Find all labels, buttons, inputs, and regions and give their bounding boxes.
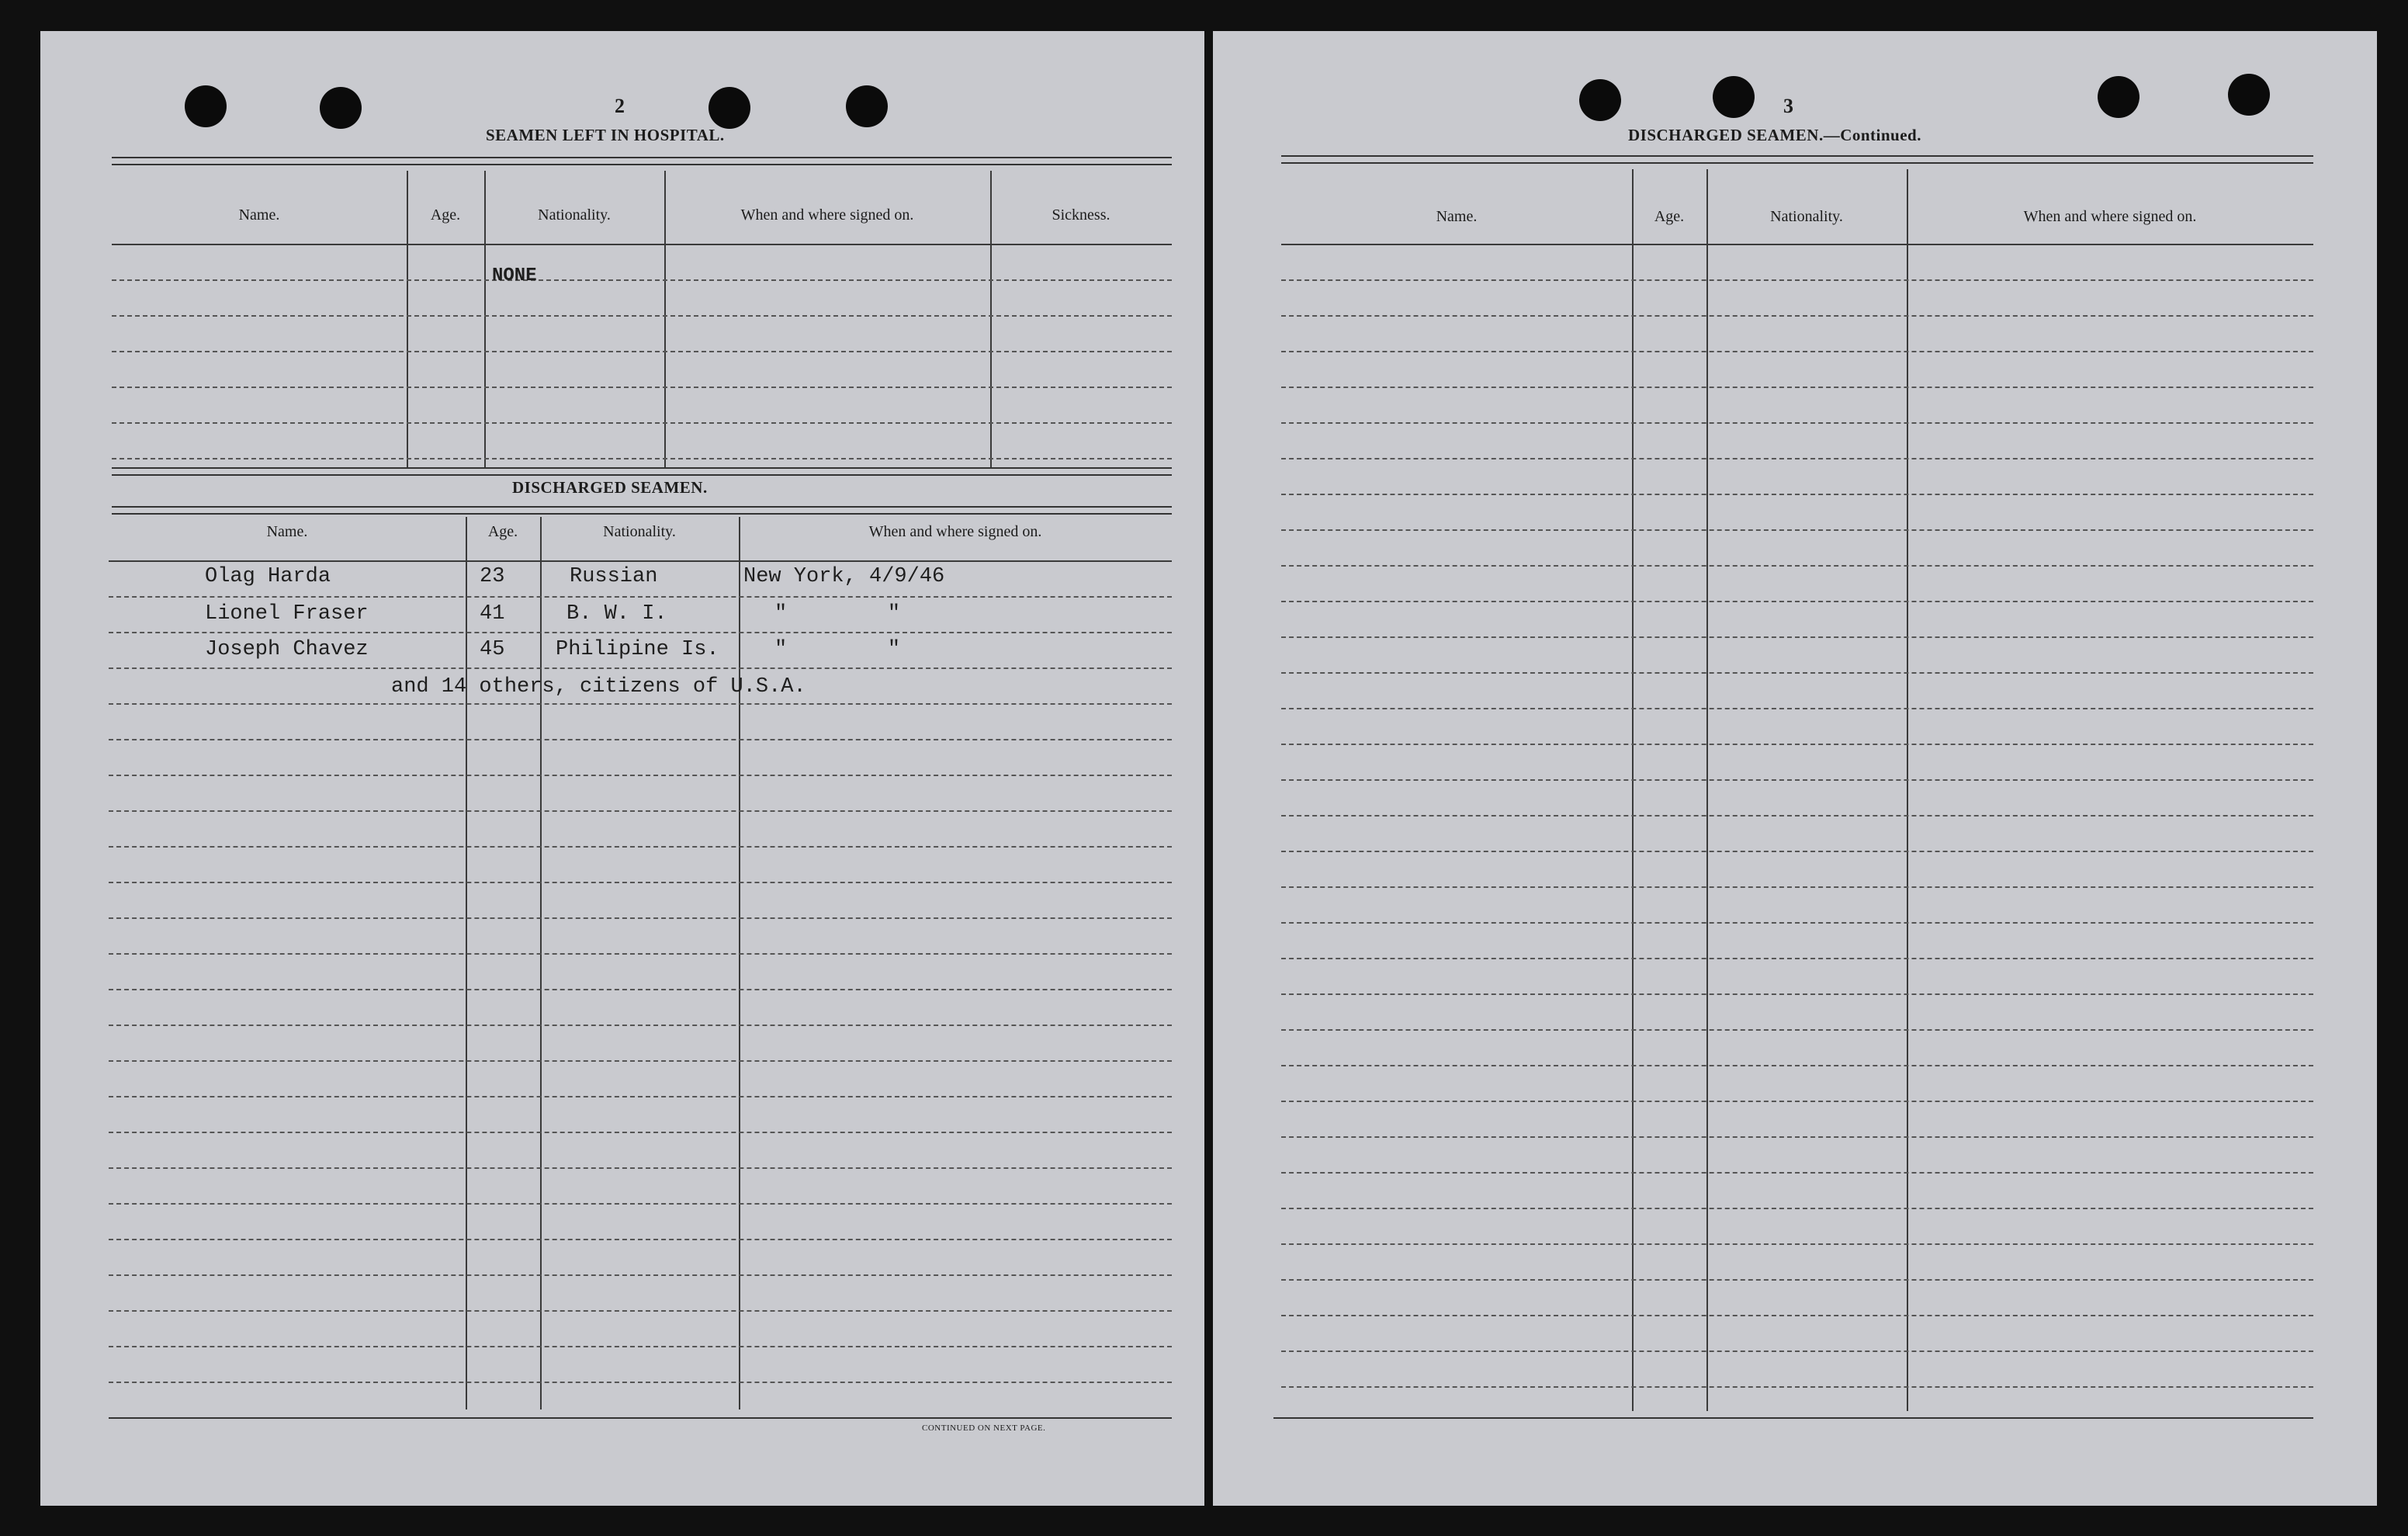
discharged-continued-title — [1628, 126, 1921, 145]
right-page — [1213, 31, 2377, 1506]
row-name: Olag Harda — [205, 565, 331, 588]
col-header-signed-on: When and where signed on. — [2023, 208, 2197, 225]
row-signed-on: New York, 4/9/46 — [743, 565, 945, 588]
row-nationality: Philipine Is. — [556, 638, 719, 661]
bottom-rule — [1273, 1417, 2313, 1419]
left-page — [40, 31, 1204, 1506]
col-header-sickness: Sickness. — [1052, 206, 1110, 224]
punch-hole — [2098, 76, 2139, 118]
col-header-age: Age. — [1654, 208, 1685, 225]
punch-hole — [320, 87, 362, 129]
col-header-nationality: Nationality. — [1770, 208, 1843, 225]
double-rule — [112, 506, 1172, 515]
col-header-age: Age. — [487, 523, 518, 540]
punch-hole — [185, 85, 227, 127]
discharged-table — [109, 517, 1172, 1409]
row-age: 23 — [480, 565, 505, 588]
discharged-section-title: DISCHARGED SEAMEN. — [512, 478, 708, 497]
double-rule — [112, 467, 1172, 476]
row-signed-on: " " — [774, 638, 901, 661]
header-rule — [109, 560, 1172, 562]
col-header-signed-on: When and where signed on. — [868, 523, 1042, 540]
double-rule — [112, 157, 1172, 165]
row-signed-on: " " — [774, 602, 901, 626]
row-age: 41 — [480, 602, 505, 626]
row-nationality: B. W. I. — [566, 602, 667, 626]
row-name: Lionel Fraser — [205, 602, 369, 626]
continued-note: CONTINUED ON NEXT PAGE. — [922, 1423, 1046, 1433]
col-header-nationality: Nationality. — [538, 206, 611, 224]
discharged-continued-table — [1281, 169, 2313, 1411]
hospital-section-title: SEAMEN LEFT IN HOSPITAL. — [486, 126, 725, 144]
punch-hole — [1713, 76, 1755, 118]
punch-hole — [2228, 74, 2270, 116]
punch-hole — [709, 87, 750, 129]
row-age: 45 — [480, 638, 505, 661]
row-name: Joseph Chavez — [205, 638, 369, 661]
col-header-signed-on: When and where signed on. — [740, 206, 914, 224]
row-nationality: Russian — [570, 565, 658, 588]
col-header-name: Name. — [1436, 208, 1478, 225]
double-rule — [1281, 155, 2313, 164]
bottom-rule — [109, 1417, 1172, 1419]
page-number: 3 — [1783, 95, 1793, 117]
others-note: and 14 others, citizens of U.S.A. — [391, 675, 806, 699]
header-rule — [112, 244, 1172, 245]
punch-hole — [846, 85, 888, 127]
hospital-table — [112, 171, 1172, 467]
page-number: 2 — [615, 95, 625, 117]
title-text: DISCHARGED SEAMEN. — [1628, 126, 1824, 144]
col-header-name: Name. — [238, 206, 280, 224]
col-header-nationality: Nationality. — [603, 523, 676, 540]
hospital-entry: NONE — [492, 265, 537, 286]
col-header-name: Name. — [266, 523, 308, 540]
col-header-age: Age. — [430, 206, 461, 224]
title-suffix: —Continued. — [1823, 126, 1921, 144]
punch-hole — [1579, 79, 1621, 121]
header-rule — [1281, 244, 2313, 245]
